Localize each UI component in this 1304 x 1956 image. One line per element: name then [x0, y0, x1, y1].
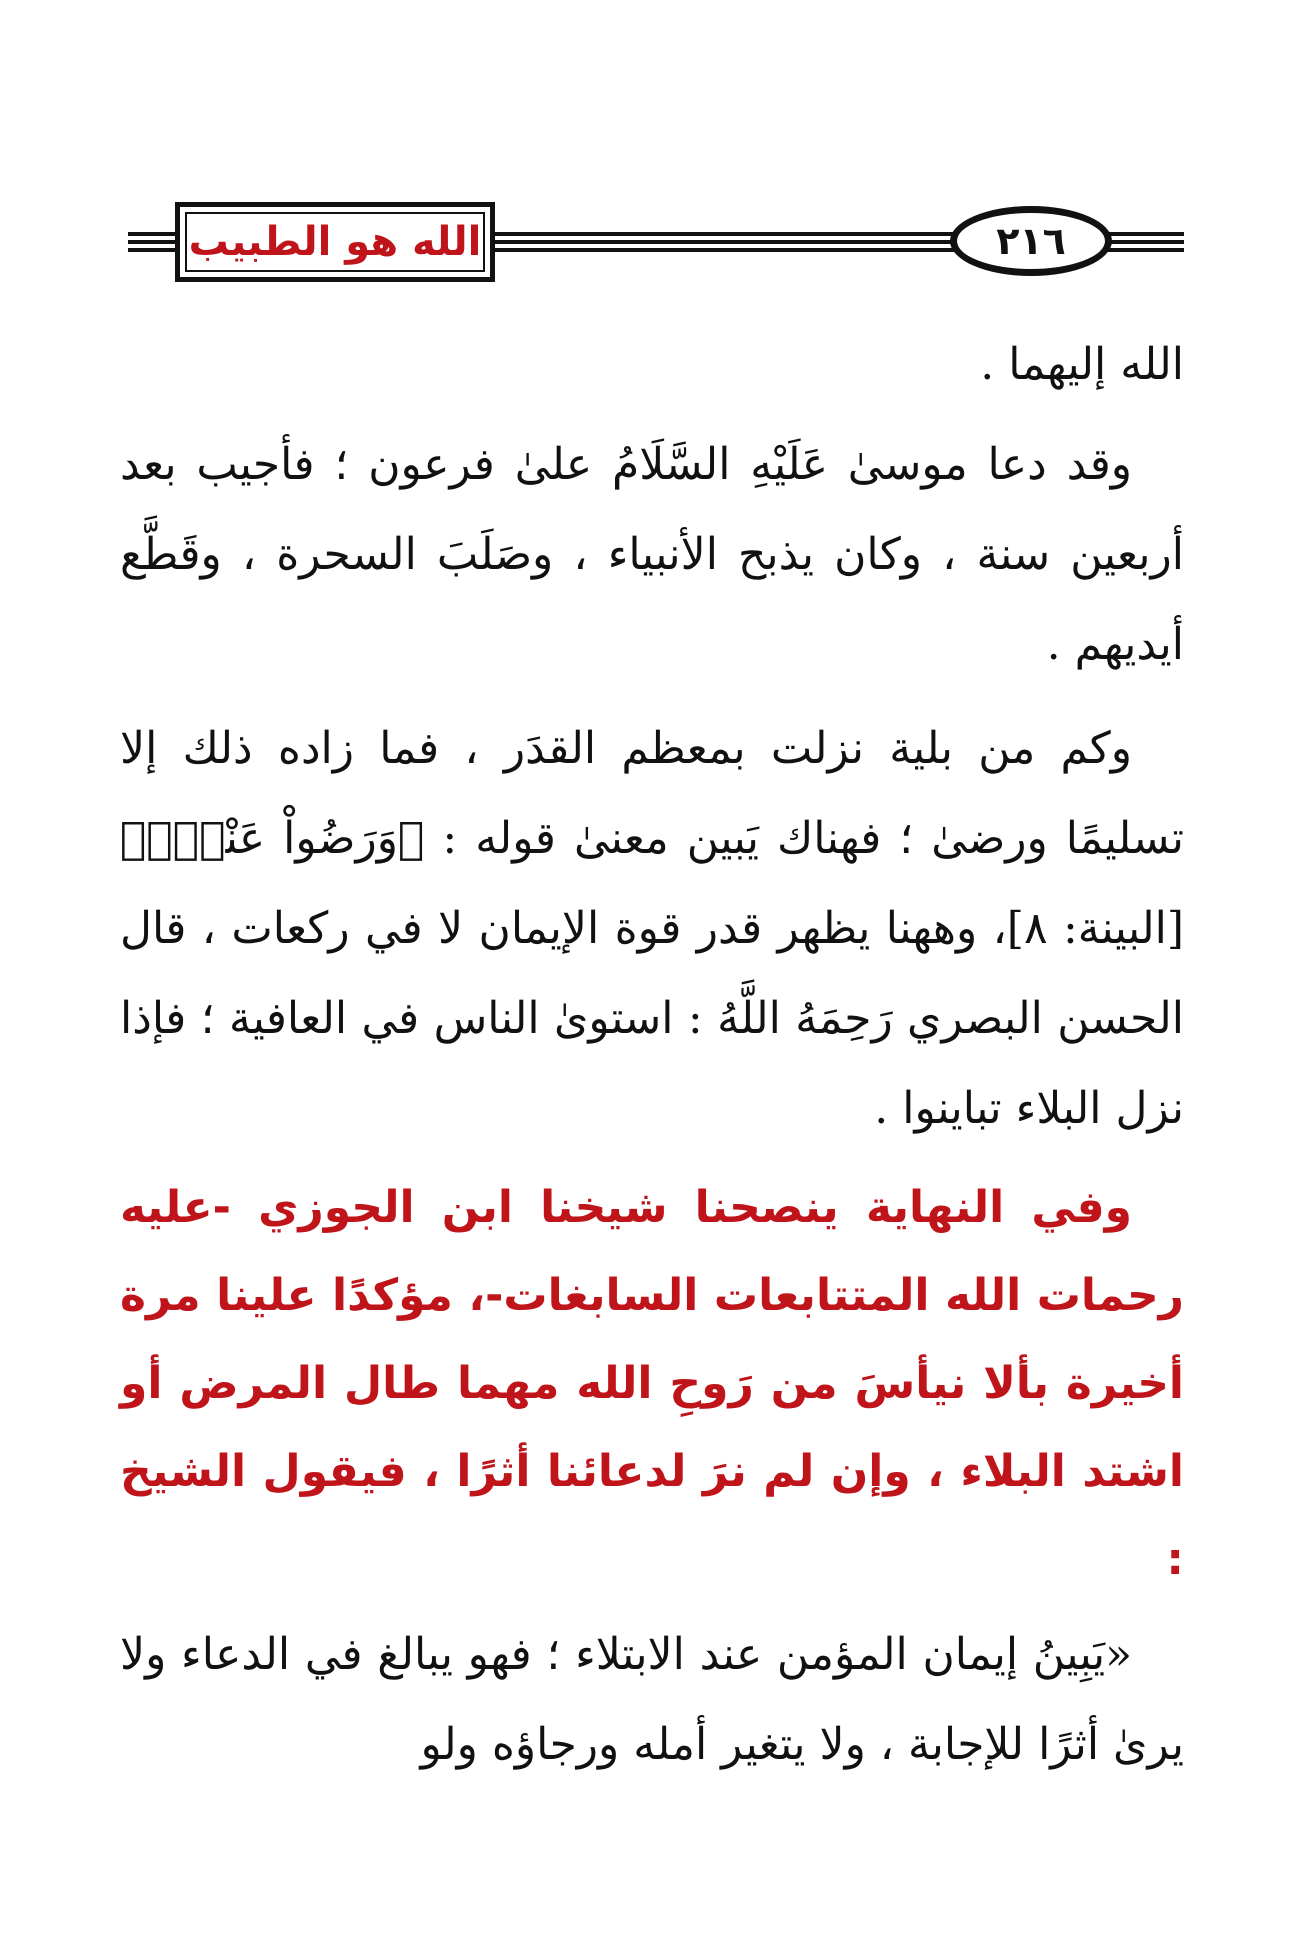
paragraph-quote: «يَبِينُ إيمان المؤمن عند الابتلاء ؛ فهو يبالغ في الدعاء ولا يرىٰ أثرًا للإجابة ، ولا يتغير أمله ورجاؤه ولو	[120, 1629, 1184, 1770]
book-title: الله هو الطبيب	[188, 219, 482, 265]
paragraph-continuation: الله إليهما .	[980, 339, 1184, 390]
page-number: ٢١٦	[996, 219, 1066, 263]
page-header	[128, 186, 1184, 300]
paragraph-trials: وكم من بلية نزلت بمعظم القدَر ، فما زاده ذلك إلا تسليمًا ورضىٰ ؛ فهناك يَبين معنىٰ قوله : ﴿وَرَضُواْ عَنْهُۚ﴾ [البينة: ٨]، وههنا يظهر قدر قوة الإيمان لا في ركعات ، قال الحسن البصري رَحِمَهُ اللَّهُ : استوىٰ الناس في العافية ؛ فإذا نزل البلاء تباينوا .	[120, 723, 1185, 1134]
paragraph-musa: وقد دعا موسىٰ عَلَيْهِ السَّلَامُ علىٰ فرعون ؛ فأجيب بعد أربعين سنة ، وكان يذبح الأنبياء ، وصَلَبَ السحرة ، وقَطَّع أيديهم .	[120, 439, 1184, 670]
page-number-badge	[950, 206, 1112, 276]
page-content	[120, 320, 1184, 1790]
book-title-frame	[175, 202, 495, 282]
paragraph-advice-highlight: وفي النهاية ينصحنا شيخنا ابن الجوزي -عليه رحمات الله المتتابعات السابغات-، مؤكدًا علينا مرة أخيرة بألا نيأسَ من رَوحِ الله مهما طال المرض أو اشتد البلاء ، وإن لم نرَ لدعائنا أثرًا ، فيقول الشيخ :	[120, 1182, 1184, 1585]
